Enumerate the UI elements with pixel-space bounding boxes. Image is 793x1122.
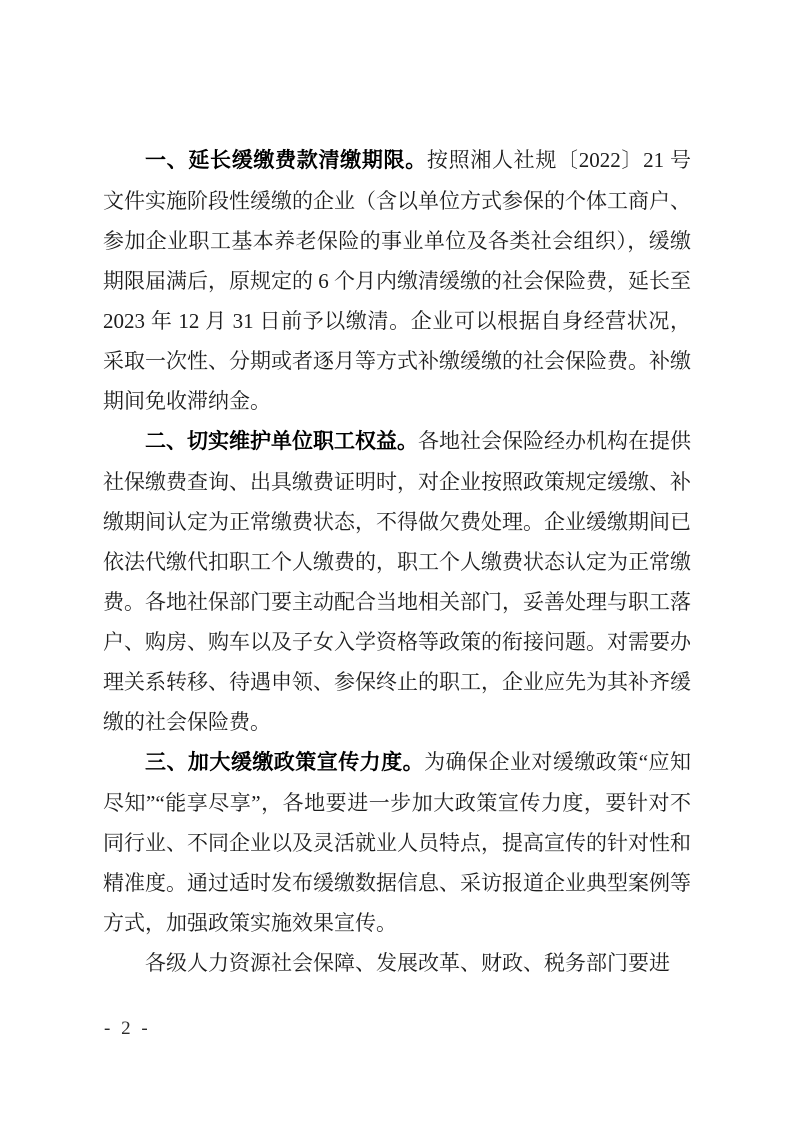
paragraph [103, 140, 691, 421]
page-number: - 2 - [104, 1018, 151, 1039]
paragraph-heading: 一、延长缓缴费款清缴期限。 [145, 149, 427, 172]
paragraph [103, 943, 691, 983]
paragraph-text: 为确保企业对缓缴政策“应知尽知”“能享尽享”，各地要进一步加大政策宣传力度，要针对不同行业、不同企业以及灵活就业人员特点，提高宣传的针对性和精准度。通过适时发布缓缴数据信息、采访报道企业典型案例等方式，加强政策实施效果宣传。 [103, 750, 692, 935]
document-body [103, 140, 691, 983]
paragraph-heading: 三、加大缓缴政策宣传力度。 [145, 751, 425, 774]
paragraph [103, 742, 691, 943]
paragraph-text: 各地社会保险经办机构在提供社保缴费查询、出具缴费证明时，对企业按照政策规定缓缴、补缴期间认定为正常缴费状态，不得做欠费处理。企业缓缴期间已依法代缴代扣职工个人缴费的，职工个人缴费状态认定为正常缴费。各地社保部门要主动配合当地相关部门，妥善处理与职工落户、购房、购车以及子女入学资格等政策的衔接问题。对需要办理关系转移、待遇申领、参保终止的职工，企业应先为其补齐缓缴的社会保险费。 [103, 429, 691, 734]
paragraph-text: 各级人力资源社会保障、发展改革、财政、税务部门要进 [145, 951, 670, 975]
paragraph [103, 421, 691, 742]
paragraph-text: 按照湘人社规〔2022〕21 号文件实施阶段性缓缴的企业（含以单位方式参保的个体工商户、参加企业职工基本养老保险的事业单位及各类社会组织），缓缴期限届满后，原规定的 6 个月内缴清缓缴的社会保险费，延长至 2023 年 12 月 31 日前予以缴清。企业可以根据自身经营状况，采取一次性、分期或者逐月等方式补缴缓缴的社会保险费。补缴期间免收滞纳金。 [103, 148, 692, 413]
paragraph-heading: 二、切实维护单位职工权益。 [145, 430, 418, 453]
